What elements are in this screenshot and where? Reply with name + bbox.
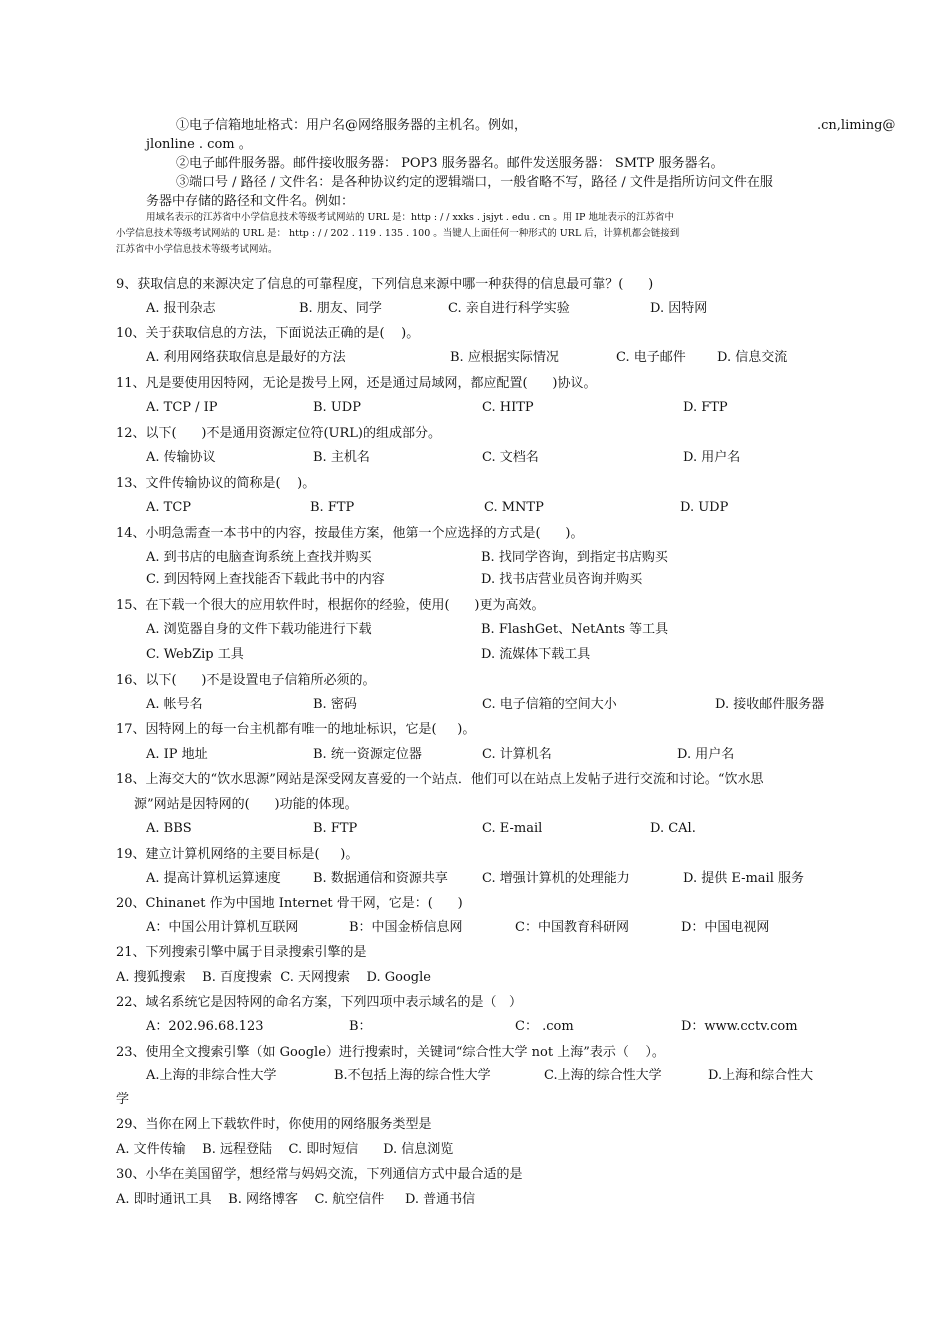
question-22-option-b: B： (349, 1019, 372, 1034)
question-20-option-b: B：中国金桥信息网 (349, 920, 463, 935)
question-12-stem: 12、以下( )不是通用资源定位符(URL)的组成部分。 (116, 426, 442, 441)
question-15-option-a: A. 浏览器自身的文件下载功能进行下载 (146, 622, 372, 637)
question-19-option-d: D. 提供 E-mail 服务 (683, 871, 805, 886)
question-19-option-a: A. 提高计算机运算速度 (146, 871, 281, 886)
question-19-option-c: C. 增强计算机的处理能力 (482, 871, 630, 886)
question-18-stem-cont: 源”网站是因特网的( )功能的体现。 (134, 797, 358, 812)
question-14-option-c: C. 到因特网上查找能否下载此书中的内容 (146, 572, 385, 587)
question-16-option-b: B. 密码 (313, 697, 357, 712)
question-23-option-a: A.上海的非综合性大学 (146, 1068, 277, 1083)
question-11-option-b: B. UDP (313, 400, 361, 415)
intro-line-3: ②电子邮件服务器。邮件接收服务器： POP3 服务器名。邮件发送服务器： SMTP 服务器名。 (176, 156, 724, 171)
question-14-option-d: D. 找书店营业员咨询并购买 (481, 572, 643, 587)
question-13-option-b: B. FTP (310, 500, 355, 515)
question-13-option-c: C. MNTP (484, 500, 544, 515)
question-17-option-a: A. IP 地址 (146, 747, 208, 762)
question-23-option-b: B.不包括上海的综合性大学 (334, 1068, 491, 1083)
question-21-options: A. 搜狐搜索 B. 百度搜索 C. 天网搜索 D. Google (116, 970, 431, 985)
question-15-stem: 15、在下载一个很大的应用软件时，根据你的经验，使用( )更为高效。 (116, 598, 545, 613)
question-22-stem: 22、域名系统它是因特网的命名方案，下列四项中表示域名的是（ ） (116, 995, 522, 1010)
question-12-option-a: A. 传输协议 (146, 450, 216, 465)
question-23-stem: 23、使用全文搜索引擎（如 Google）进行搜索时，关键词“综合性大学 not 上海”表示（ ）。 (116, 1045, 665, 1060)
question-12-option-c: C. 文档名 (482, 450, 539, 465)
question-11-option-d: D. FTP (683, 400, 728, 415)
question-12-option-b: B. 主机名 (313, 450, 370, 465)
question-30-stem: 30、小华在美国留学，想经常与妈妈交流，下列通信方式中最合适的是 (116, 1167, 523, 1182)
intro-small-3: 江苏省中小学信息技术等级考试网站。 (116, 244, 278, 255)
question-11-stem: 11、凡是要使用因特网，无论是拨号上网，还是通过局域网，都应配置( )协议。 (116, 376, 597, 391)
question-18-option-a: A. BBS (146, 821, 192, 836)
question-17-option-c: C. 计算机名 (482, 747, 552, 762)
question-30-options: A. 即时通讯工具 B. 网络博客 C. 航空信件 D. 普通书信 (116, 1192, 476, 1207)
question-18-stem: 18、上海交大的“饮水思源”网站是深受网友喜爱的一个站点．他们可以在站点上发帖子进行交流和讨论。“饮水思 (116, 772, 764, 787)
question-23-option-d-wrap: 学 (116, 1092, 130, 1107)
question-13-option-d: D. UDP (680, 500, 729, 515)
question-10-option-a: A. 利用网络获取信息是最好的方法 (146, 350, 346, 365)
question-15-option-c: C. WebZip 工具 (146, 647, 244, 662)
question-18-option-d: D. CAl. (650, 821, 696, 836)
question-18-option-b: B. FTP (313, 821, 358, 836)
question-9-option-d: D. 因特网 (650, 301, 708, 316)
intro-small-2: 小学信息技术等级考试网站的 URL 是： http : / / 202 . 119 . 135 . 100 。当键人上面任何一种形式的 URL 后，计算机都会链接到 (116, 228, 680, 239)
question-9-option-a: A. 报刊杂志 (146, 301, 216, 316)
question-16-option-a: A. 帐号名 (146, 697, 203, 712)
question-29-stem: 29、当你在网上下载软件时，你使用的网络服务类型是 (116, 1117, 432, 1132)
question-11-option-c: C. HITP (482, 400, 534, 415)
question-9-option-c: C. 亲自进行科学实验 (448, 301, 570, 316)
question-14-option-a: A. 到书店的电脑查询系统上查找并购买 (146, 550, 372, 565)
question-18-option-c: C. E-mail (482, 821, 543, 836)
question-16-option-c: C. 电子信箱的空间大小 (482, 697, 617, 712)
question-21-stem: 21、下列搜索引擎中属于目录搜索引擎的是 (116, 945, 367, 960)
question-10-option-d: D. 信息交流 (717, 350, 788, 365)
question-20-option-a: A：中国公用计算机互联网 (146, 920, 299, 935)
question-12-option-d: D. 用户名 (683, 450, 741, 465)
question-14-stem: 14、小明急需查一本书中的内容，按最佳方案，他第一个应选择的方式是( )。 (116, 526, 584, 541)
question-22-option-a: A：202.96.68.123 (146, 1019, 264, 1034)
question-17-option-b: B. 统一资源定位器 (313, 747, 422, 762)
question-23-option-c: C.上海的综合性大学 (544, 1068, 662, 1083)
question-10-option-c: C. 电子邮件 (616, 350, 686, 365)
question-22-option-d: D：www.cctv.com (681, 1019, 798, 1034)
question-22-option-c: C： .com (515, 1019, 574, 1034)
question-16-option-d: D. 接收邮件服务器 (715, 697, 825, 712)
question-16-stem: 16、以下( )不是设置电子信箱所必须的。 (116, 673, 376, 688)
question-20-option-c: C：中国教育科研网 (515, 920, 629, 935)
question-23-option-d: D.上海和综合性大 (708, 1068, 814, 1083)
question-14-option-b: B. 找同学咨询，到指定书店购买 (481, 550, 668, 565)
question-17-option-d: D. 用户名 (677, 747, 735, 762)
question-11-option-a: A. TCP / IP (146, 400, 218, 415)
question-19-stem: 19、建立计算机网络的主要目标是( )。 (116, 847, 359, 862)
question-20-option-d: D：中国电视网 (681, 920, 770, 935)
question-19-option-b: B. 数据通信和资源共享 (313, 871, 448, 886)
question-13-option-a: A. TCP (146, 500, 192, 515)
question-15-option-d: D. 流媒体下载工具 (481, 647, 591, 662)
intro-small-1: 用域名表示的江苏省中小学信息技术等级考试网站的 URL 是：http : / / xxks . jsjyt . edu . cn 。用 IP 地址表示的江苏省中 (146, 212, 674, 223)
question-10-option-b: B. 应根据实际情况 (450, 350, 559, 365)
intro-line-1-tail: .cn,liming@ (817, 118, 896, 133)
intro-line-4: ③端口号 / 路径 / 文件名：是各种协议约定的逻辑端口，一般省略不写，路径 / 文件是指所访问文件在服 (176, 175, 773, 190)
intro-line-2: jlonline . com 。 (146, 137, 252, 152)
question-29-options: A. 文件传输 B. 远程登陆 C. 即时短信 D. 信息浏览 (116, 1142, 454, 1157)
question-15-option-b: B. FlashGet、NetAnts 等工具 (481, 622, 669, 637)
question-9-stem: 9、获取信息的来源决定了信息的可靠程度，下列信息来源中哪一种获得的信息最可靠？( ) (116, 277, 654, 292)
question-9-option-b: B. 朋友、同学 (299, 301, 382, 316)
intro-line-5: 务器中存储的路径和文件名。例如： (146, 194, 355, 209)
question-10-stem: 10、关于获取信息的方法，下面说法正确的是( )。 (116, 326, 420, 341)
intro-line-1: ①电子信箱地址格式：用户名@网络服务器的主机名。例如， (176, 118, 528, 133)
question-20-stem: 20、Chinanet 作为中国地 Internet 骨干网，它是：( ) (116, 896, 463, 911)
question-17-stem: 17、因特网上的每一台主机都有唯一的地址标识，它是( )。 (116, 722, 476, 737)
question-13-stem: 13、文件传输协议的简称是( )。 (116, 476, 316, 491)
